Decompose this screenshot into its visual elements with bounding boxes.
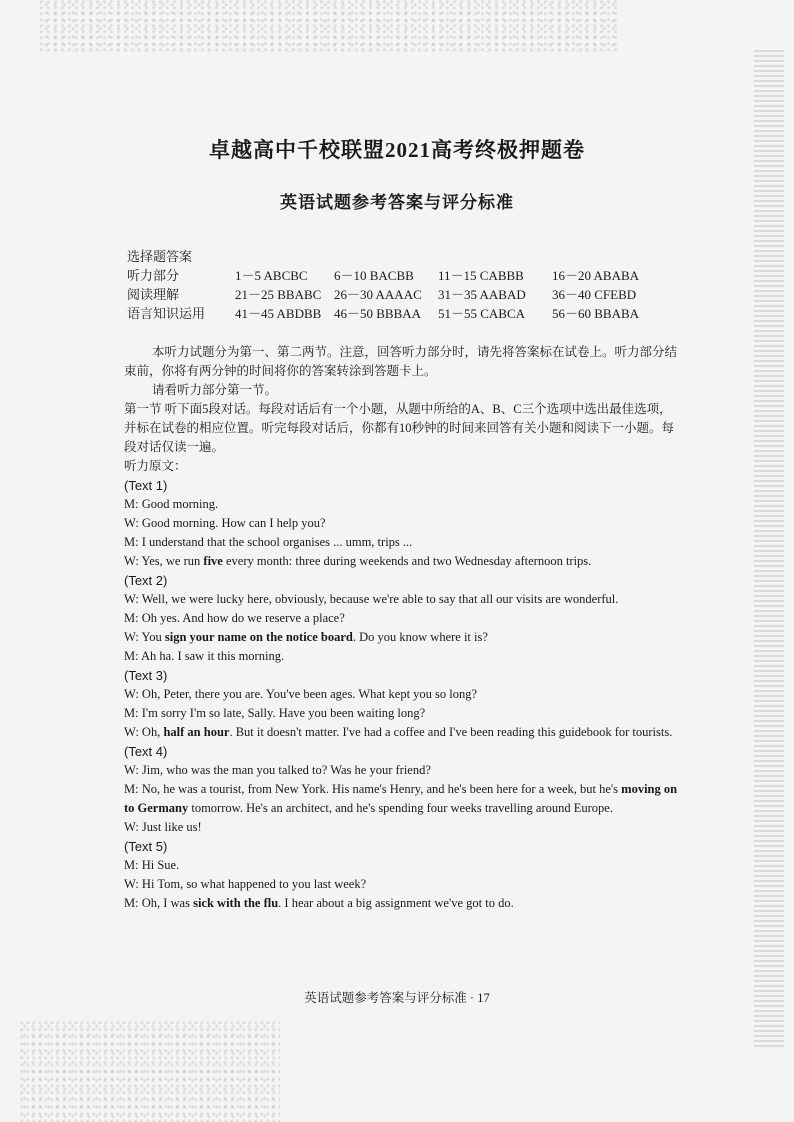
transcript-heading: 听力原文：	[124, 459, 187, 473]
key-answer: moving on to Germany	[124, 782, 678, 815]
dialogue-line: M: No, he was a tourist, from New York. His name's Henry, and he's been here for a week, but he's moving on to Germany tomorrow. He's an architect, and he's spending four weeks travelling around Europe.	[124, 782, 678, 815]
answer-row-reading	[127, 285, 652, 304]
dialogue-line: M: I understand that the school organises ... umm, trips ...	[124, 535, 413, 549]
answer-section-label: 听力部分	[127, 268, 180, 283]
key-answer: half an hour	[163, 725, 230, 739]
answer-group: 36－40 CFEBD	[552, 287, 637, 302]
answer-group: 56－60 BBABA	[552, 306, 640, 321]
answer-group: 46－50 BBBAA	[334, 306, 422, 321]
dialogue-line: M: Ah ha. I saw it this morning.	[124, 649, 285, 663]
intro-paragraph: 本听力试题分为第一、第二两节。注意，回答听力部分时，请先将答案标在试卷上。听力部分结束前，你将有两分钟的时间将你的答案转涂到答题卡上。	[124, 345, 678, 378]
dialogue-line: W: Well, we were lucky here, obviously, because we're able to say that all our visits are wonderful.	[124, 592, 619, 606]
dialogue-line: W: Oh, half an hour. But it doesn't matter. I've had a coffee and I've been reading this guidebook for tourists.	[124, 725, 673, 739]
answer-group: 11－15 CABBB	[438, 268, 524, 283]
answer-group: 1－5 ABCBC	[235, 268, 308, 283]
text-label: (Text 4)	[124, 744, 168, 759]
dialogue-line: W: Oh, Peter, there you are. You've been ages. What kept you so long?	[124, 687, 478, 701]
scan-noise-top	[40, 0, 620, 52]
dialogue-line: W: Jim, who was the man you talked to? Was he your friend?	[124, 763, 431, 777]
page-footer: 英语试题参考答案与评分标准 · 17	[304, 991, 490, 1005]
answer-group: 26－30 AAAAC	[334, 287, 422, 302]
answer-group: 21－25 BBABC	[235, 287, 322, 302]
dialogue-line: M: I'm sorry I'm so late, Sally. Have you been waiting long?	[124, 706, 426, 720]
text-label: (Text 3)	[124, 668, 168, 683]
dialogue-line: M: Good morning.	[124, 497, 219, 511]
dialogue-line: W: Yes, we run five every month: three during weekends and two Wednesday afternoon trips.	[124, 554, 592, 568]
key-answer: sign your name on the notice board	[164, 630, 353, 644]
section-one-directions: 第一节 听下面5段对话。每段对话后有一个小题，从题中所给的A、B、C三个选项中选出最佳选项，并标在试卷的相应位置。听完每段对话后，你都有10秒钟的时间来回答有关小题和阅读下一小题。每段对话仅读一遍。	[124, 402, 675, 454]
exam-title: 卓越高中千校联盟2021高考终极押题卷	[209, 138, 585, 162]
dialogue-line: M: Oh, I was sick with the flu. I hear about a big assignment we've got to do.	[124, 896, 514, 910]
listening-section	[124, 343, 679, 913]
answer-section-label: 语言知识运用	[127, 306, 206, 321]
dialogue-line: W: Just like us!	[124, 820, 202, 834]
intro-instruction: 请看听力部分第一节。	[152, 383, 278, 397]
key-answer: five	[203, 554, 223, 568]
answer-group: 31－35 AABAD	[438, 287, 526, 302]
dialogue-line: W: You sign your name on the notice board. Do you know where it is?	[124, 630, 488, 644]
text-label: (Text 1)	[124, 478, 168, 493]
answer-group: 41－45 ABDBB	[235, 306, 322, 321]
answer-row-language	[127, 304, 652, 323]
answer-row-listening	[127, 266, 652, 285]
answer-key	[127, 248, 652, 323]
exam-subtitle: 英语试题参考答案与评分标准	[280, 193, 514, 212]
dialogue-line: W: Good morning. How can I help you?	[124, 516, 326, 530]
dialogue-line: M: Hi Sue.	[124, 858, 180, 872]
dialogue-line: W: Hi Tom, so what happened to you last week?	[124, 877, 367, 891]
answer-section-label: 阅读理解	[127, 287, 180, 302]
scan-noise-bottom	[20, 1020, 280, 1122]
answer-key-heading: 选择题答案	[127, 249, 193, 264]
answer-group: 16－20 ABABA	[552, 268, 640, 283]
text-label: (Text 5)	[124, 839, 168, 854]
key-answer: sick with the flu	[193, 896, 279, 910]
answer-group: 6－10 BACBB	[334, 268, 414, 283]
dialogue-line: M: Oh yes. And how do we reserve a place?	[124, 611, 345, 625]
text-label: (Text 2)	[124, 573, 168, 588]
answer-group: 51－55 CABCA	[438, 306, 526, 321]
